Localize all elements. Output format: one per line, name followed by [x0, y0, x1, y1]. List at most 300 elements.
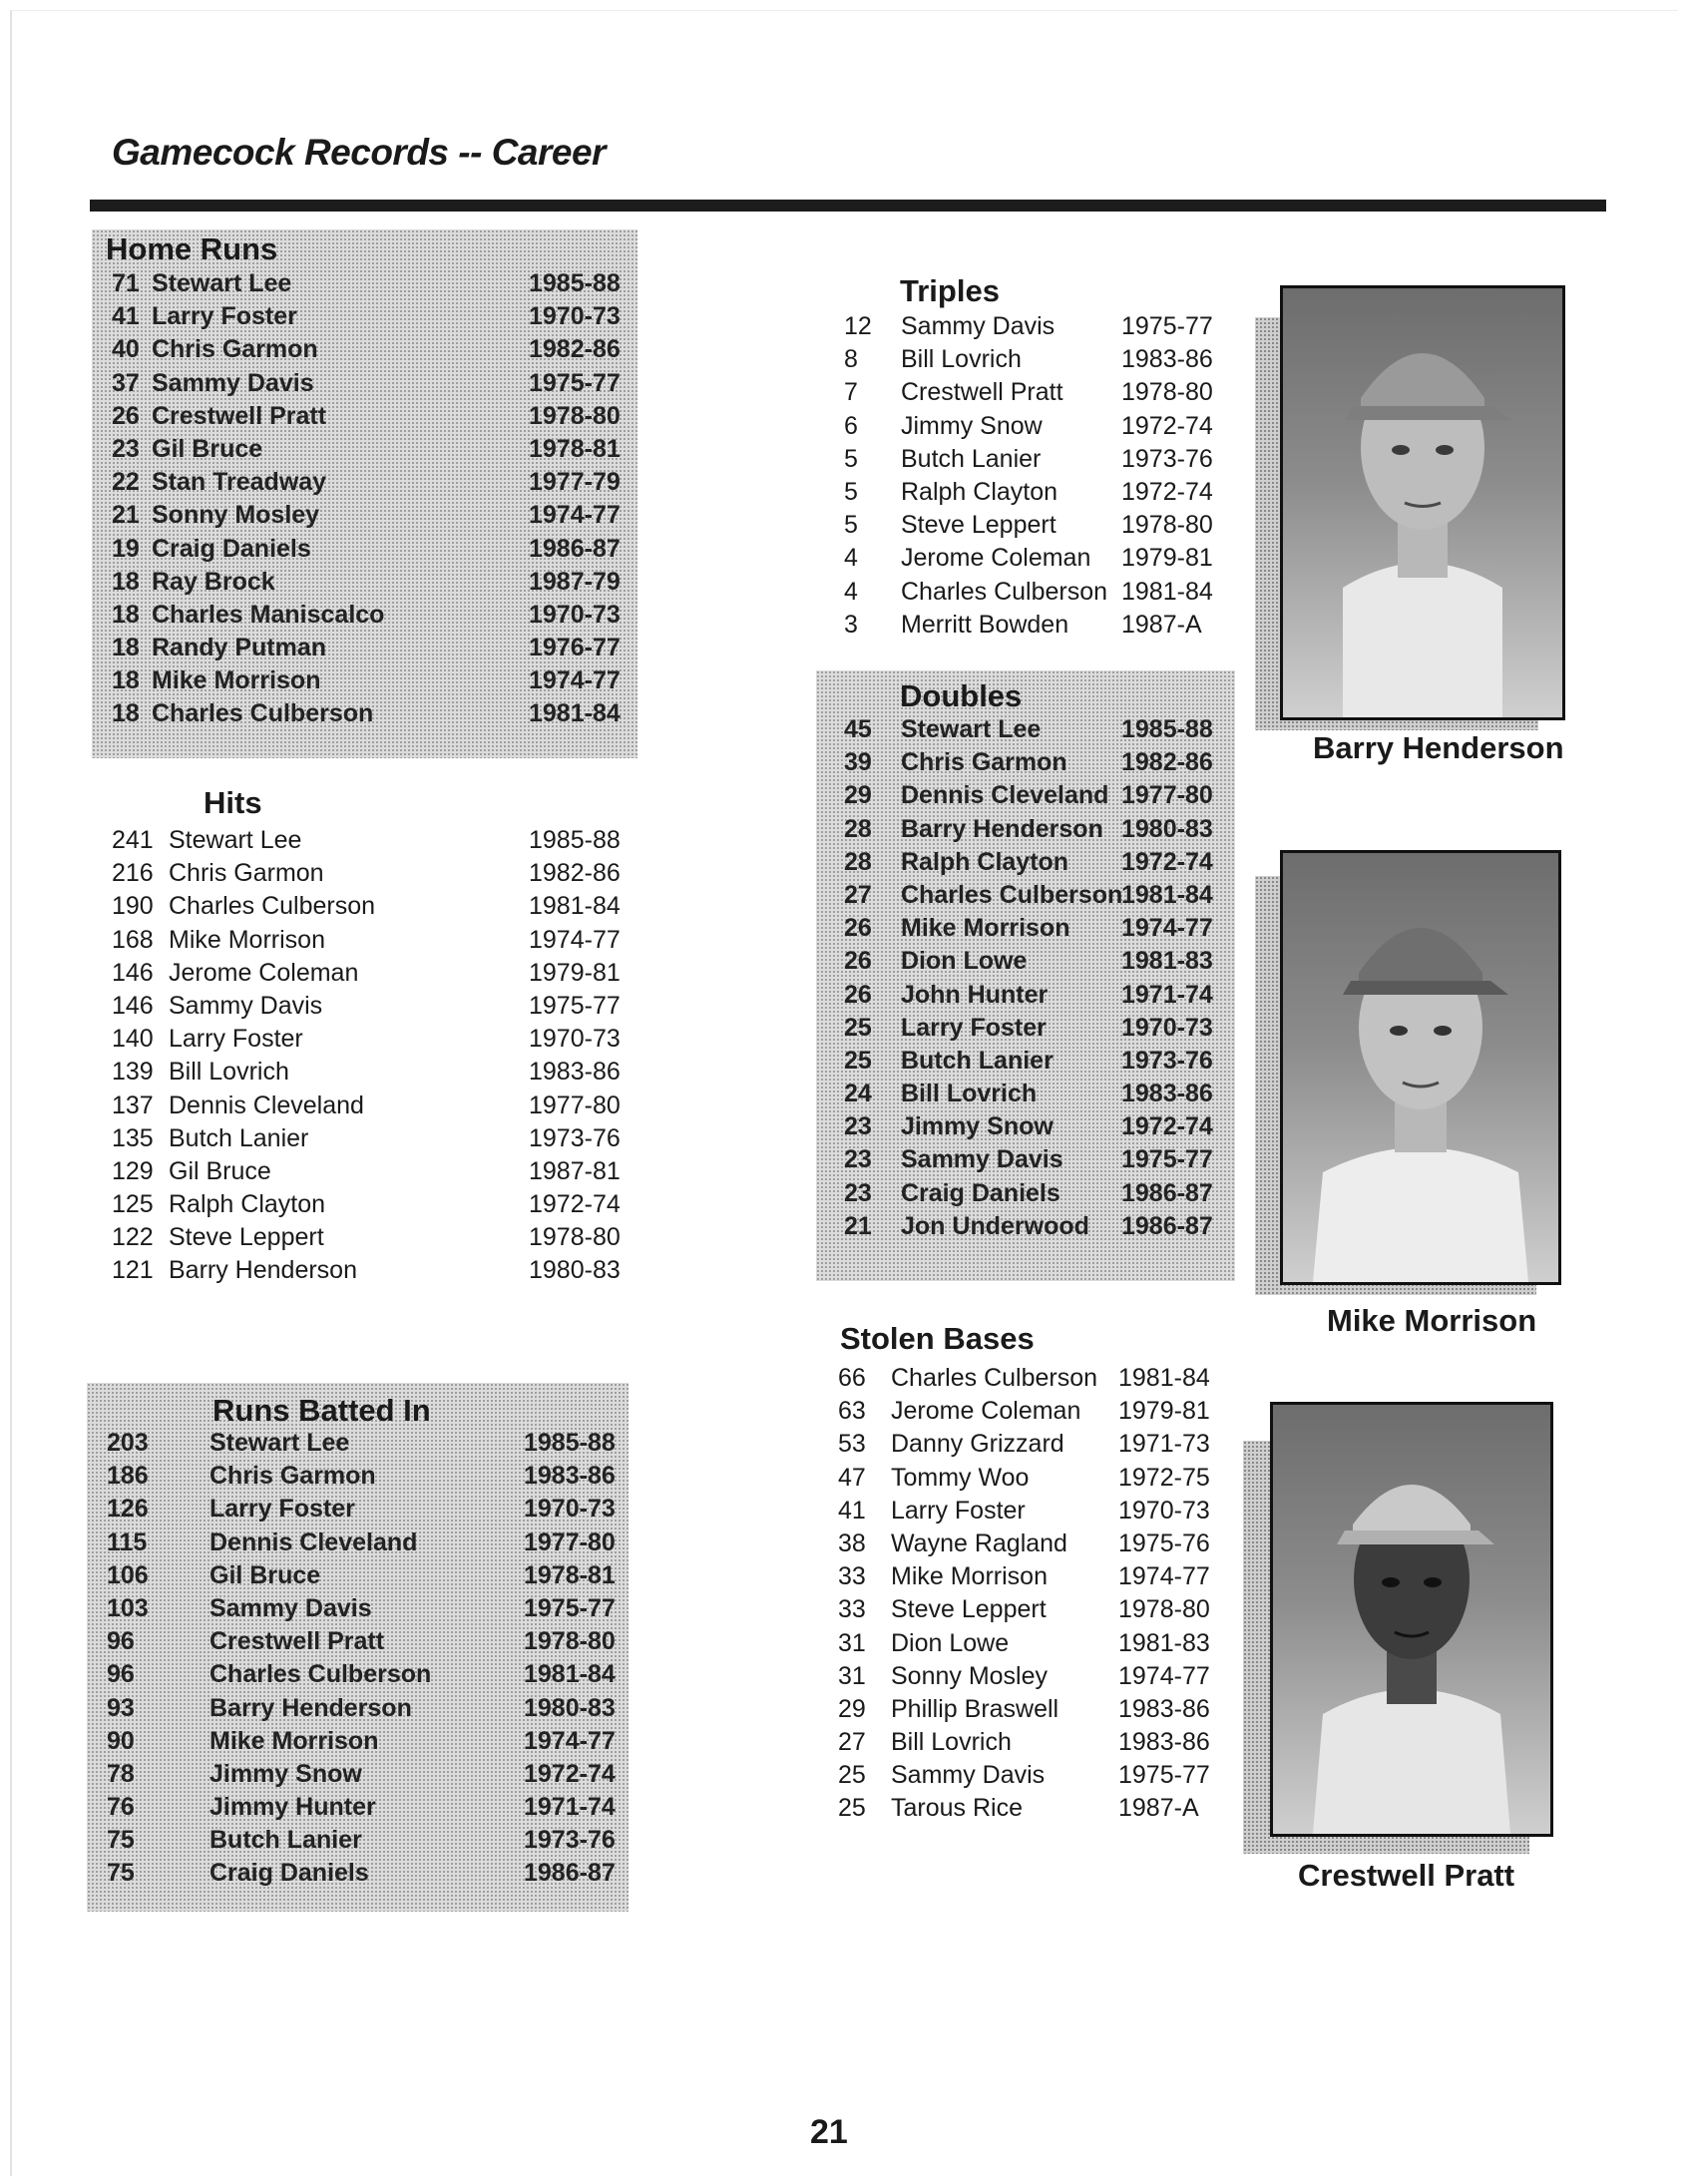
player-name: Larry Foster [901, 1013, 1047, 1042]
table-row [834, 1045, 1235, 1078]
player-name: Charles Culberson [901, 880, 1123, 909]
rank-value: 216 [112, 859, 154, 888]
player-name: Craig Daniels [152, 534, 311, 563]
table-row [834, 376, 1243, 409]
rank-value: 5 [844, 444, 858, 473]
years: 1972-74 [1121, 1112, 1213, 1141]
years: 1977-80 [524, 1528, 616, 1556]
table-row [834, 746, 1235, 779]
player-photo-barry-henderson [1280, 285, 1565, 720]
player-name: Charles Culberson [169, 892, 376, 921]
years: 1986-87 [1121, 1178, 1213, 1207]
rank-value: 8 [844, 345, 858, 374]
table-row [102, 697, 637, 730]
years: 1987-A [1118, 1794, 1199, 1823]
table-row [834, 310, 1243, 343]
player-name: Dennis Cleveland [169, 1091, 364, 1119]
rank-value: 18 [112, 666, 140, 695]
rank-value: 3 [844, 610, 858, 639]
years: 1981-84 [1121, 577, 1213, 606]
table-row [834, 846, 1235, 879]
years: 1978-80 [1121, 511, 1213, 540]
rank-value: 18 [112, 634, 140, 662]
years: 1973-76 [524, 1826, 616, 1855]
player-name: Bill Lovrich [169, 1058, 289, 1087]
player-photo-mike-morrison [1280, 850, 1561, 1285]
years: 1980-83 [524, 1693, 616, 1722]
table-row [834, 945, 1235, 978]
years: 1974-77 [529, 925, 621, 954]
player-name: Bill Lovrich [901, 345, 1022, 374]
years: 1982-86 [529, 859, 621, 888]
years: 1975-77 [529, 368, 621, 397]
hits-table [92, 783, 637, 1292]
years: 1980-83 [529, 1256, 621, 1285]
table-row [102, 566, 637, 599]
rank-value: 25 [844, 1046, 872, 1075]
years: 1986-87 [524, 1859, 616, 1888]
table-row [102, 664, 637, 697]
table-row [834, 1078, 1235, 1110]
years: 1971-73 [1118, 1430, 1210, 1459]
rank-value: 24 [844, 1080, 872, 1108]
rank-value: 27 [838, 1728, 866, 1757]
table-row [834, 1177, 1235, 1210]
player-name: Butch Lanier [169, 1123, 309, 1152]
player-name: Charles Culberson [901, 577, 1108, 606]
table-row [102, 1155, 637, 1188]
table-row [834, 1143, 1235, 1176]
player-name: Larry Foster [210, 1495, 355, 1524]
player-name: Ralph Clayton [901, 847, 1069, 876]
table-row [834, 576, 1243, 609]
table-row [834, 879, 1235, 912]
years: 1978-81 [529, 434, 621, 463]
years: 1981-83 [1118, 1628, 1210, 1657]
years: 1974-77 [529, 501, 621, 530]
player-name: Butch Lanier [210, 1826, 362, 1855]
years: 1982-86 [1121, 748, 1213, 777]
player-name: Sonny Mosley [152, 501, 320, 530]
years: 1985-88 [1121, 715, 1213, 743]
years: 1975-76 [1118, 1529, 1210, 1557]
years: 1971-74 [524, 1793, 616, 1822]
rank-value: 39 [844, 748, 872, 777]
player-name: Ray Brock [152, 567, 275, 596]
table-row [102, 857, 637, 890]
rank-value: 23 [844, 1178, 872, 1207]
rank-value: 33 [838, 1595, 866, 1624]
player-name: Sammy Davis [152, 368, 314, 397]
home-runs-table [92, 229, 637, 758]
table-row [102, 1122, 637, 1155]
player-name: Gil Bruce [210, 1560, 321, 1589]
rank-value: 103 [107, 1593, 149, 1622]
player-name: Larry Foster [891, 1496, 1026, 1525]
rank-value: 25 [838, 1794, 866, 1823]
years: 1973-76 [1121, 444, 1213, 473]
years: 1978-80 [1118, 1595, 1210, 1624]
triples-table [824, 271, 1243, 651]
table-row [97, 1460, 629, 1493]
table-row [828, 1428, 1237, 1461]
rank-value: 22 [112, 468, 140, 497]
table-row [834, 713, 1235, 746]
player-name: Sammy Davis [891, 1761, 1046, 1790]
rbi-table [87, 1383, 629, 1912]
player-portrait-icon [1283, 288, 1562, 717]
rank-value: 18 [112, 699, 140, 728]
rank-value: 122 [112, 1223, 154, 1252]
years: 1977-79 [529, 468, 621, 497]
player-name: Dennis Cleveland [901, 781, 1109, 810]
table-row [834, 979, 1235, 1012]
rank-value: 5 [844, 511, 858, 540]
rank-value: 28 [844, 847, 872, 876]
years: 1981-84 [1121, 880, 1213, 909]
player-name: Mike Morrison [152, 666, 321, 695]
player-name: Sammy Davis [901, 312, 1056, 340]
years: 1970-73 [529, 1025, 621, 1054]
rank-value: 31 [838, 1661, 866, 1690]
rank-value: 129 [112, 1156, 154, 1185]
rank-value: 41 [838, 1496, 866, 1525]
rank-value: 29 [844, 781, 872, 810]
table-row [828, 1660, 1237, 1693]
years: 1981-83 [1121, 947, 1213, 976]
rank-value: 146 [112, 958, 154, 987]
table-row [102, 824, 637, 857]
years: 1978-81 [524, 1560, 616, 1589]
years: 1979-81 [529, 958, 621, 987]
years: 1975-77 [529, 991, 621, 1020]
table-row [834, 443, 1243, 476]
rank-value: 21 [844, 1211, 872, 1240]
years: 1972-74 [529, 1190, 621, 1219]
table-row [828, 1726, 1237, 1759]
years: 1970-73 [524, 1495, 616, 1524]
player-name: Gil Bruce [169, 1156, 271, 1185]
years: 1978-80 [529, 401, 621, 430]
years: 1981-84 [529, 699, 621, 728]
player-name: Merritt Bowden [901, 610, 1069, 639]
table-row [97, 1592, 629, 1625]
rank-value: 33 [838, 1562, 866, 1591]
years: 1975-77 [1121, 312, 1213, 340]
table-row [828, 1627, 1237, 1660]
doubles-heading: Doubles [900, 678, 1023, 713]
table-row [102, 533, 637, 566]
table-row [834, 779, 1235, 812]
table-row [834, 813, 1235, 846]
table-row [102, 333, 637, 366]
years: 1985-88 [529, 269, 621, 297]
player-name: Sammy Davis [210, 1593, 372, 1622]
years: 1970-73 [1118, 1496, 1210, 1525]
player-name: Mike Morrison [169, 925, 325, 954]
rank-value: 78 [107, 1759, 135, 1788]
rank-value: 47 [838, 1463, 866, 1492]
years: 1975-77 [1121, 1145, 1213, 1174]
years: 1985-88 [524, 1429, 616, 1457]
rank-value: 23 [844, 1145, 872, 1174]
player-name: Chris Garmon [210, 1462, 376, 1491]
years: 1973-76 [1121, 1046, 1213, 1075]
rank-value: 28 [844, 814, 872, 843]
years: 1972-75 [1118, 1463, 1210, 1492]
rank-value: 168 [112, 925, 154, 954]
player-name: Mike Morrison [891, 1562, 1048, 1591]
player-name: Randy Putman [152, 634, 327, 662]
years: 1973-76 [529, 1123, 621, 1152]
years: 1974-77 [524, 1726, 616, 1755]
player-name: Stewart Lee [152, 269, 292, 297]
table-row [828, 1495, 1237, 1528]
player-name: Charles Culberson [210, 1660, 432, 1689]
player-name: Sammy Davis [901, 1145, 1063, 1174]
table-row [828, 1593, 1237, 1626]
player-name: Butch Lanier [901, 444, 1042, 473]
years: 1976-77 [529, 634, 621, 662]
years: 1981-84 [524, 1660, 616, 1689]
rank-value: 25 [844, 1013, 872, 1042]
page-title: Gamecock Records -- Career [112, 132, 606, 173]
player-name: Bill Lovrich [901, 1080, 1038, 1108]
years: 1978-80 [529, 1223, 621, 1252]
player-name: Jerome Coleman [901, 544, 1091, 573]
years: 1983-86 [1121, 345, 1213, 374]
player-name: Jimmy Snow [210, 1759, 362, 1788]
player-name: Barry Henderson [210, 1693, 412, 1722]
table-row [102, 466, 637, 499]
rank-value: 137 [112, 1091, 154, 1119]
years: 1979-81 [1121, 544, 1213, 573]
player-name: Ralph Clayton [169, 1190, 326, 1219]
player-name: Jimmy Hunter [210, 1793, 376, 1822]
rank-value: 135 [112, 1123, 154, 1152]
years: 1977-80 [1121, 781, 1213, 810]
table-row [834, 343, 1243, 376]
table-row [97, 1824, 629, 1857]
rank-value: 75 [107, 1859, 135, 1888]
player-name: Chris Garmon [152, 335, 318, 364]
player-name: Crestwell Pratt [152, 401, 327, 430]
rank-value: 41 [112, 302, 140, 331]
table-row [97, 1559, 629, 1592]
years: 1972-74 [524, 1759, 616, 1788]
player-name: Wayne Ragland [891, 1529, 1067, 1557]
years: 1983-86 [529, 1058, 621, 1087]
table-row [102, 1090, 637, 1122]
rank-value: 45 [844, 715, 872, 743]
table-row [97, 1692, 629, 1725]
player-name: Steve Leppert [169, 1223, 324, 1252]
rank-value: 26 [844, 914, 872, 943]
years: 1970-73 [1121, 1013, 1213, 1042]
table-row [828, 1792, 1237, 1825]
table-row [834, 609, 1243, 642]
player-name: Tarous Rice [891, 1794, 1023, 1823]
doubles-table [816, 670, 1235, 1281]
rank-value: 121 [112, 1256, 154, 1285]
player-name: Jon Underwood [901, 1211, 1089, 1240]
years: 1985-88 [529, 826, 621, 854]
player-name: Phillip Braswell [891, 1694, 1059, 1723]
years: 1971-74 [1121, 980, 1213, 1009]
player-name: Craig Daniels [210, 1859, 369, 1888]
rank-value: 23 [844, 1112, 872, 1141]
player-name: Gil Bruce [152, 434, 263, 463]
table-row [97, 1725, 629, 1758]
rank-value: 203 [107, 1429, 149, 1457]
years: 1974-77 [1118, 1661, 1210, 1690]
rbi-heading: Runs Batted In [212, 1393, 431, 1428]
rank-value: 53 [838, 1430, 866, 1459]
player-name: Dennis Cleveland [210, 1528, 418, 1556]
rank-value: 23 [112, 434, 140, 463]
years: 1977-80 [529, 1091, 621, 1119]
years: 1974-77 [1121, 914, 1213, 943]
rank-value: 125 [112, 1190, 154, 1219]
table-row [102, 1023, 637, 1056]
photo-caption-crestwell-pratt: Crestwell Pratt [1298, 1858, 1515, 1893]
player-name: Sonny Mosley [891, 1661, 1049, 1690]
table-row [828, 1528, 1237, 1560]
table-row [97, 1658, 629, 1691]
player-name: Stan Treadway [152, 468, 327, 497]
rank-value: 241 [112, 826, 154, 854]
table-row [97, 1527, 629, 1559]
rank-value: 12 [844, 312, 872, 340]
rank-value: 66 [838, 1364, 866, 1392]
player-name: Jimmy Snow [901, 1112, 1054, 1141]
rank-value: 126 [107, 1495, 149, 1524]
table-row [102, 499, 637, 532]
player-name: Stewart Lee [210, 1429, 350, 1457]
years: 1978-80 [524, 1627, 616, 1656]
table-row [97, 1857, 629, 1890]
player-name: Mike Morrison [901, 914, 1070, 943]
player-name: Chris Garmon [169, 859, 324, 888]
years: 1981-84 [1118, 1364, 1210, 1392]
rank-value: 106 [107, 1560, 149, 1589]
years: 1980-83 [1121, 814, 1213, 843]
rank-value: 115 [107, 1528, 148, 1556]
rank-value: 5 [844, 477, 858, 506]
rank-value: 6 [844, 411, 858, 440]
player-name: Charles Culberson [891, 1364, 1098, 1392]
table-row [97, 1791, 629, 1824]
player-name: Stewart Lee [901, 715, 1042, 743]
player-name: Mike Morrison [210, 1726, 379, 1755]
rank-value: 190 [112, 892, 154, 921]
player-name: Danny Grizzard [891, 1430, 1064, 1459]
rank-value: 37 [112, 368, 140, 397]
player-name: Chris Garmon [901, 748, 1067, 777]
player-photo-crestwell-pratt [1270, 1402, 1553, 1837]
page-number: 21 [810, 2113, 848, 2151]
years: 1982-86 [529, 335, 621, 364]
table-row [102, 300, 637, 333]
rank-value: 76 [107, 1793, 135, 1822]
player-name: Dion Lowe [891, 1628, 1010, 1657]
rank-value: 96 [107, 1660, 135, 1689]
table-row [834, 1210, 1235, 1243]
table-row [102, 433, 637, 466]
triples-heading: Triples [900, 273, 1000, 308]
player-name: Barry Henderson [169, 1256, 357, 1285]
rank-value: 21 [112, 501, 140, 530]
rank-value: 63 [838, 1397, 866, 1426]
player-name: Craig Daniels [901, 1178, 1060, 1207]
player-name: Bill Lovrich [891, 1728, 1012, 1757]
player-name: Larry Foster [169, 1025, 303, 1054]
table-row [102, 267, 637, 300]
rank-value: 18 [112, 567, 140, 596]
rank-value: 26 [844, 947, 872, 976]
player-name: Larry Foster [152, 302, 297, 331]
table-row [97, 1758, 629, 1791]
stolen-bases-table [818, 1319, 1237, 1838]
player-name: Sammy Davis [169, 991, 323, 1020]
table-row [828, 1693, 1237, 1726]
table-row [828, 1759, 1237, 1792]
table-row [102, 632, 637, 664]
table-row [834, 542, 1243, 575]
rank-value: 75 [107, 1826, 135, 1855]
hits-heading: Hits [204, 785, 262, 820]
player-name: Dion Lowe [901, 947, 1028, 976]
table-row [102, 599, 637, 632]
years: 1987-79 [529, 567, 621, 596]
rank-value: 31 [838, 1628, 866, 1657]
home-runs-heading: Home Runs [106, 231, 278, 266]
years: 1975-77 [1118, 1761, 1210, 1790]
rank-value: 90 [107, 1726, 135, 1755]
rank-value: 18 [112, 600, 140, 629]
rank-value: 40 [112, 335, 140, 364]
rank-value: 38 [838, 1529, 866, 1557]
player-name: Steve Leppert [901, 511, 1056, 540]
table-row [828, 1362, 1237, 1395]
rank-value: 4 [844, 577, 858, 606]
rank-value: 7 [844, 378, 858, 407]
player-name: Jerome Coleman [169, 958, 359, 987]
years: 1979-81 [1118, 1397, 1210, 1426]
rank-value: 27 [844, 880, 872, 909]
years: 1986-87 [1121, 1211, 1213, 1240]
years: 1975-77 [524, 1593, 616, 1622]
table-row [102, 890, 637, 923]
rank-value: 139 [112, 1058, 154, 1087]
years: 1983-86 [524, 1462, 616, 1491]
rank-value: 29 [838, 1694, 866, 1723]
player-name: Steve Leppert [891, 1595, 1047, 1624]
table-row [834, 410, 1243, 443]
years: 1987-81 [529, 1156, 621, 1185]
years: 1983-86 [1118, 1694, 1210, 1723]
table-row [102, 367, 637, 400]
player-name: Charles Maniscalco [152, 600, 385, 629]
table-row [102, 1254, 637, 1287]
years: 1972-74 [1121, 847, 1213, 876]
player-name: Charles Culberson [152, 699, 374, 728]
table-row [828, 1395, 1237, 1428]
years: 1978-80 [1121, 378, 1213, 407]
years: 1970-73 [529, 600, 621, 629]
photo-caption-barry-henderson: Barry Henderson [1313, 730, 1564, 765]
player-name: Jerome Coleman [891, 1397, 1081, 1426]
